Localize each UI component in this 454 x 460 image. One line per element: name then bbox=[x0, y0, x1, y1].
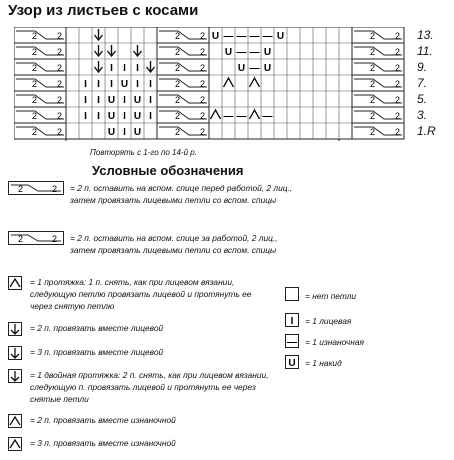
row-number: 13. bbox=[417, 28, 434, 42]
row-number: 7. bbox=[417, 76, 428, 90]
pull-through-icon bbox=[8, 276, 22, 295]
row-number: 9. bbox=[417, 60, 428, 74]
cable-label: 2 bbox=[175, 63, 181, 73]
row-number: 1.R bbox=[417, 124, 436, 138]
stitch-symbol: U bbox=[133, 127, 142, 138]
svg-text:2: 2 bbox=[18, 184, 24, 194]
cable-label: 2 bbox=[57, 111, 63, 121]
stitch-symbol: I bbox=[84, 79, 87, 90]
stitch-symbol: U bbox=[276, 31, 285, 42]
cable-label: 2 bbox=[200, 31, 206, 41]
cable-label: 2 bbox=[395, 127, 401, 137]
k2tog-icon bbox=[8, 322, 22, 341]
k3tog-icon bbox=[8, 346, 22, 365]
stitch-symbol: I bbox=[136, 79, 139, 90]
cable-label: 2 bbox=[57, 63, 63, 73]
cable-label: 2 bbox=[32, 111, 38, 121]
stitch-symbol: U bbox=[237, 63, 246, 74]
p2tog-description: = 2 п. провязать вместе изнаночной bbox=[30, 415, 176, 425]
cable-label: 2 bbox=[370, 31, 376, 41]
svg-text:U: U bbox=[288, 358, 296, 369]
cable-label: 2 bbox=[395, 79, 401, 89]
stitch-symbol: — bbox=[249, 63, 260, 74]
legend-title: Условные обозначения bbox=[92, 163, 244, 178]
stitch-symbol: U bbox=[263, 63, 272, 74]
svg-text:2: 2 bbox=[52, 184, 58, 194]
cable-label: 2 bbox=[57, 79, 63, 89]
stitch-symbol: U bbox=[107, 95, 116, 106]
cable-label: 2 bbox=[175, 95, 181, 105]
stitch-symbol: — bbox=[236, 31, 247, 42]
cable-label: 2 bbox=[175, 111, 181, 121]
cable-label: 2 bbox=[200, 111, 206, 121]
row-number: 11. bbox=[417, 44, 433, 58]
cable-label: 2 bbox=[57, 47, 63, 57]
row-number: 5. bbox=[417, 92, 428, 106]
stitch-symbol: I bbox=[97, 95, 100, 106]
cable-label: 2 bbox=[370, 79, 376, 89]
svg-text:I: I bbox=[290, 316, 294, 327]
stitch-symbol: — bbox=[236, 111, 247, 122]
double-pull-icon bbox=[8, 369, 22, 388]
stitch-symbol: U bbox=[120, 79, 129, 90]
stitch-symbol: — bbox=[249, 47, 260, 58]
stitch-symbol: — bbox=[236, 47, 247, 58]
knitting-chart bbox=[14, 27, 412, 141]
cable-label: 2 bbox=[175, 79, 181, 89]
cable-label: 2 bbox=[370, 111, 376, 121]
stitch-symbol: I bbox=[123, 95, 126, 106]
cable-label: 2 bbox=[200, 95, 206, 105]
stitch-symbol: I bbox=[84, 111, 87, 122]
stitch-symbol: I bbox=[149, 111, 152, 122]
cable-label: 2 bbox=[200, 127, 206, 137]
p3tog-description: = 3 п. провязать вместе изнаночной bbox=[30, 438, 176, 448]
cable-label: 2 bbox=[395, 31, 401, 41]
cable-label: 2 bbox=[395, 47, 401, 57]
stitch-symbol: I bbox=[149, 95, 152, 106]
cable-front-description: = 2 п. оставить на вспом. спице перед работой, 2 лиц., затем провязать лицевыми петли со вспом. спицы bbox=[70, 183, 293, 205]
cable-label: 2 bbox=[57, 95, 63, 105]
k3tog-description: = 3 п. провязать вместе лицевой bbox=[30, 347, 164, 357]
cable-label: 2 bbox=[200, 63, 206, 73]
stitch-symbol: I bbox=[84, 95, 87, 106]
double-pull-description: = 1 двойная протяжка: 2 п. снять, как при лицевом вязании, следующую п. провязать лицевой и протянуть ее через снятые петли bbox=[30, 370, 269, 404]
stitch-symbol: U bbox=[133, 95, 142, 106]
knit-icon bbox=[285, 313, 299, 332]
cable-label: 2 bbox=[57, 31, 63, 41]
cable-front-icon bbox=[8, 181, 64, 200]
yo-icon bbox=[285, 355, 299, 374]
svg-text:—: — bbox=[287, 337, 297, 348]
knit-description: = 1 лицевая bbox=[305, 316, 352, 326]
cable-label: 2 bbox=[32, 47, 38, 57]
stitch-symbol: U bbox=[224, 47, 233, 58]
stitch-symbol: U bbox=[107, 111, 116, 122]
cable-label: 2 bbox=[175, 47, 181, 57]
stitch-symbol: I bbox=[149, 79, 152, 90]
cable-back-icon bbox=[8, 231, 64, 250]
stitch-symbol: — bbox=[262, 31, 273, 42]
cable-label: 2 bbox=[32, 31, 38, 41]
stitch-symbol: I bbox=[136, 63, 139, 74]
stitch-symbol: — bbox=[223, 31, 234, 42]
cable-label: 2 bbox=[175, 31, 181, 41]
stitch-symbol: U bbox=[263, 47, 272, 58]
stitch-symbol: I bbox=[123, 127, 126, 138]
stitch-symbol: I bbox=[123, 63, 126, 74]
cable-label: 2 bbox=[32, 79, 38, 89]
row-number: 3. bbox=[417, 108, 428, 122]
cable-label: 2 bbox=[200, 47, 206, 57]
stitch-symbol: — bbox=[249, 31, 260, 42]
cable-label: 2 bbox=[370, 63, 376, 73]
purl-icon bbox=[285, 334, 299, 353]
no-stitch-description: = нет петли bbox=[305, 291, 357, 301]
svg-text:2: 2 bbox=[52, 234, 58, 244]
pull-through-description: = 1 протяжка: 1 п. снять, как при лицевом вязании, следующую петлю провязать лицевой и протянуть ее через снятую петлю bbox=[30, 277, 252, 311]
cable-label: 2 bbox=[32, 127, 38, 137]
stitch-symbol: U bbox=[107, 127, 116, 138]
stitch-symbol: I bbox=[97, 79, 100, 90]
purl-description: = 1 изнаночная bbox=[305, 337, 364, 347]
yo-description: = 1 накид bbox=[305, 358, 342, 368]
cable-label: 2 bbox=[395, 95, 401, 105]
cable-back-description: = 2 п. оставить на вспом. спице за работой, 2 лиц., затем провязать лицевыми петли со вспом. спицы bbox=[70, 233, 278, 255]
stitch-symbol: — bbox=[262, 111, 273, 122]
page-title: Узор из листьев с косами bbox=[8, 2, 199, 19]
stitch-symbol: U bbox=[211, 31, 220, 42]
cable-label: 2 bbox=[32, 95, 38, 105]
cable-label: 2 bbox=[175, 127, 181, 137]
cable-label: 2 bbox=[57, 127, 63, 137]
p2tog-icon bbox=[8, 414, 22, 433]
cable-label: 2 bbox=[200, 79, 206, 89]
cable-label: 2 bbox=[370, 127, 376, 137]
p3tog-icon bbox=[8, 437, 22, 456]
cable-label: 2 bbox=[395, 63, 401, 73]
cable-label: 2 bbox=[32, 63, 38, 73]
no-stitch-icon bbox=[285, 287, 299, 306]
svg-text:2: 2 bbox=[18, 234, 24, 244]
repeat-note: Повторять с 1-го по 14-й р. bbox=[90, 148, 197, 157]
stitch-symbol: I bbox=[110, 63, 113, 74]
cable-label: 2 bbox=[370, 95, 376, 105]
stitch-symbol: I bbox=[110, 79, 113, 90]
stitch-symbol: I bbox=[97, 111, 100, 122]
cable-label: 2 bbox=[395, 111, 401, 121]
k2tog-description: = 2 п. провязать вместе лицевой bbox=[30, 323, 164, 333]
stitch-symbol: — bbox=[223, 111, 234, 122]
stitch-symbol: U bbox=[133, 111, 142, 122]
cable-label: 2 bbox=[370, 47, 376, 57]
stitch-symbol: I bbox=[123, 111, 126, 122]
